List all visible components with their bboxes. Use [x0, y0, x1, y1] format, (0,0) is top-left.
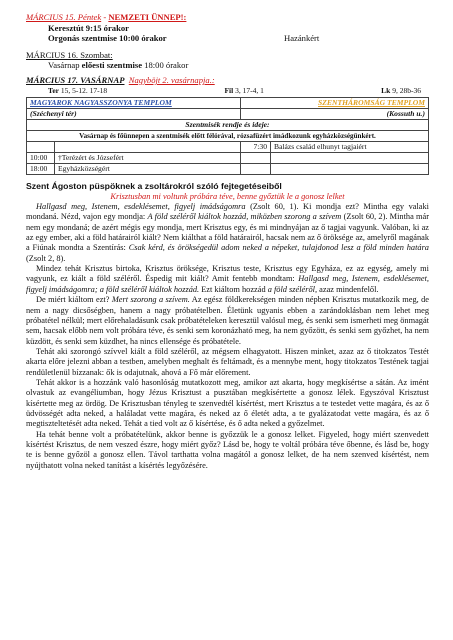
article-paragraph [26, 378, 429, 430]
church-1: MAGYAROK NAGYASSZONYA TEMPLOM [27, 97, 241, 108]
church-1-location: (Széchenyi tér) [27, 108, 241, 119]
time-2: 7:30 [241, 141, 271, 152]
body-text: (Zsolt 60, 2). Mintha már nem egy mondaná; de azért mégis egy mondja, mert Krisztus egy, és mi mindnyájan az ő tagjai vagyunk. Valóban, ki az az egy ember, aki a föld határairól kiált? Nem kiálthat a föld határairól, hacsak nem az ő öröksége az, amelyről magának a Fiúnak mondta a Szentírás: [26, 212, 429, 253]
time-1: 10:00 [27, 152, 55, 163]
body-text: Mindez tehát Krisztus birtoka, Krisztus öröksége, Krisztus teste, Krisztus egy Egyháza, ez az egység, amely mi vagyunk, ez kiált a föld széléről. Éspedig mit kiált? Amit fentebb mondtam: [26, 264, 429, 284]
sunday-date: MÁRCIUS 17. VASÁRNAP [26, 74, 125, 85]
body-text: Ezt kiáltom hozzád [199, 284, 268, 294]
article-paragraph [26, 264, 429, 295]
intention-2 [271, 152, 429, 163]
article-paragraph [26, 347, 429, 378]
saturday-text-a: Vasárnap [48, 60, 82, 71]
table-row [27, 119, 429, 130]
table-row [27, 152, 429, 163]
time-1: 18:00 [27, 163, 55, 174]
schedule-heading: Szentmisék rendje és ideje: [27, 119, 429, 130]
bulletin-page [26, 12, 429, 471]
reading-2 [224, 86, 263, 96]
intention-1 [55, 141, 241, 152]
reading-2-label: Fil [224, 85, 234, 95]
table-row [27, 108, 429, 119]
intention-1: †Terézért és Józsefért [55, 152, 241, 163]
reading-1 [48, 86, 107, 96]
quote-text: Csak kérd, és örökségedül adom neked a népeket, tulajdonod lesz a föld minden határa [128, 243, 429, 253]
friday-sep: - [101, 12, 109, 22]
friday-heading [26, 12, 429, 23]
body-text: Tehát akkor is a hozzánk való hasonlóság mutatkozott meg, amikor azt akarta, hogy megkísértse a sátán. Az imént olvastuk az evangéliumban, hogy Jézus Krisztust a pusztában megkísértette a gonosz lélek. Egyszóval Krisztust kísértette meg az ördög. De Krisztusban tényleg te szenvedtél kísértést, mert Krisztus a te testedet vette magára, és az ő üdvösségét adta neked, a haláladat vette magára, és neked az ő életét adta, a te gyalázatodat vette magára, és az ő megtiszteltetését adta neked. Tehát a tied volt az ő kísértése, és ő adta neked a győzelmet. [26, 377, 429, 429]
body-text: azaz mindenfelől. [317, 284, 379, 294]
article-paragraph [26, 202, 429, 264]
friday-intention: Hazánkért [284, 33, 320, 44]
saturday-date: MÁRCIUS 16. Szombat: [26, 49, 113, 60]
table-row [27, 163, 429, 174]
article-title: Szent Ágoston püspöknek a zsoltárokról szóló fejtegetéseiből [26, 180, 282, 191]
friday-line2 [26, 33, 429, 44]
article-subtitle: Krisztusban mi voltunk próbára téve, benne győztük le a gonosz lelket [110, 191, 345, 201]
sunday-heading [26, 75, 429, 86]
sunday-readings [26, 86, 429, 96]
body-text: Ha tehát benne volt a próbatételünk, akkor benne is győzzük le a gonosz lelket. Figyeled, hogy miért szenvedett kísértést Krisztus, de nem veszed észre, hogy miért győz? Lásd be, hogy te voltál próbára téve őbenne, és lásd be, hogy te is benne győzöl a gonosz ellen. Távol tarthatta volna magától a gonosz lelket, de ha nem szenved kísértést, nem nyújthatott volna neked tanítást a kísértés legyőzésére. [26, 429, 429, 470]
friday-holiday: NEMZETI ÜNNEP!: [108, 12, 187, 22]
body-text: De miért kiáltom ezt? [36, 295, 112, 305]
friday-line1: Keresztút 9:15 órakor [48, 22, 129, 33]
article-body [26, 202, 429, 471]
friday-mass: Orgonás szentmise 10:00 órakor [48, 33, 167, 44]
reading-3 [381, 86, 421, 96]
time-2 [241, 163, 271, 174]
reading-1-ref: 15, 5-12. 17-18 [58, 85, 108, 95]
intention-2 [271, 163, 429, 174]
quote-text: A föld széléről kiáltok hozzád, miközben szorong a szívem [147, 212, 342, 222]
quote-text: Hallgasd meg, Istenem, esdeklésemet, figyelj imádságomra; a föld széléről kiáltok hozzád. [26, 274, 429, 294]
schedule-notice: Vasárnap és főünnepen a szentmisék előtt félórával, rózsafüzért imádkozunk egyházközségünkért. [27, 130, 429, 141]
body-text: (Zsolt 2, 8). [26, 253, 66, 263]
church-2: SZENTHÁROMSÁG TEMPLOM [241, 97, 429, 108]
intention-2: Balázs család elhunyt tagjaiért [271, 141, 429, 152]
quote-text: Hallgasd meg, Istenem, esdeklésemet, figyelj imádságomra [36, 202, 246, 212]
body-text: (Zsolt 60, 1). Ki mondja ezt? Mintha egy valaki mondaná. Nézd, vajon egy mondja: [26, 202, 429, 222]
sunday-name: Nagyböjt 2. vasárnapja.: [128, 74, 215, 85]
church-2-location: (Kossuth u.) [241, 108, 429, 119]
reading-2-ref: 3, 17-4, 1 [233, 85, 264, 95]
body-text: Az egész földkerekségen minden népben Krisztus mutatkozik meg, de nem a nagy dicsőségben, hanem a nagy próbatételben. Életünk ugyanis ebben a zarándoklásban nem lehet meg próbatétel nélkül; mert előrehaladásunk csak próbatételeken keresztül valósul meg, és senki sem ismerheti meg önmagát sem, hacsak előbb nem volt próbára téve, és senki sem koronázható meg, ha nem győzött, és senki sem győzhet, ha nem küzdött, és senki sem küzdhet, ha nincs ellensége és próbatétele. [26, 295, 429, 346]
reading-1-label: Ter [48, 85, 59, 95]
mass-schedule-table [26, 97, 429, 175]
article-paragraph [26, 430, 429, 471]
table-row [27, 130, 429, 141]
table-row [27, 97, 429, 108]
body-text: Tehát aki szorongó szívvel kiált a föld széléről, az mégsem elhagyatott. Hiszen minket, azaz az ő titokzatos Testét akarta előre jelezni abban a testben, amelyben meghalt és feltámadt, és a mennybe ment, hogy titokzatos Testének tagjai rendületlenül bízzanak: ők is odajutnak, ahová a Fő már előrement. [26, 346, 429, 377]
article-paragraph [26, 295, 429, 347]
reading-3-label: Lk [381, 85, 391, 95]
saturday-text-c: 18:00 órakor [142, 60, 189, 71]
time-1 [27, 141, 55, 152]
friday-date: MÁRCIUS 15. Péntek [26, 12, 102, 22]
intention-1: Egyházközségért [55, 163, 241, 174]
table-row [27, 141, 429, 152]
saturday-line [26, 60, 429, 71]
reading-3-ref: 9, 28b-36 [390, 85, 421, 95]
time-2 [241, 152, 271, 163]
quote-text: a föld széléről, [267, 284, 318, 294]
quote-text: Mert szorong a szívem. [111, 295, 190, 305]
saturday-text-b: előesti szentmise [81, 60, 143, 71]
